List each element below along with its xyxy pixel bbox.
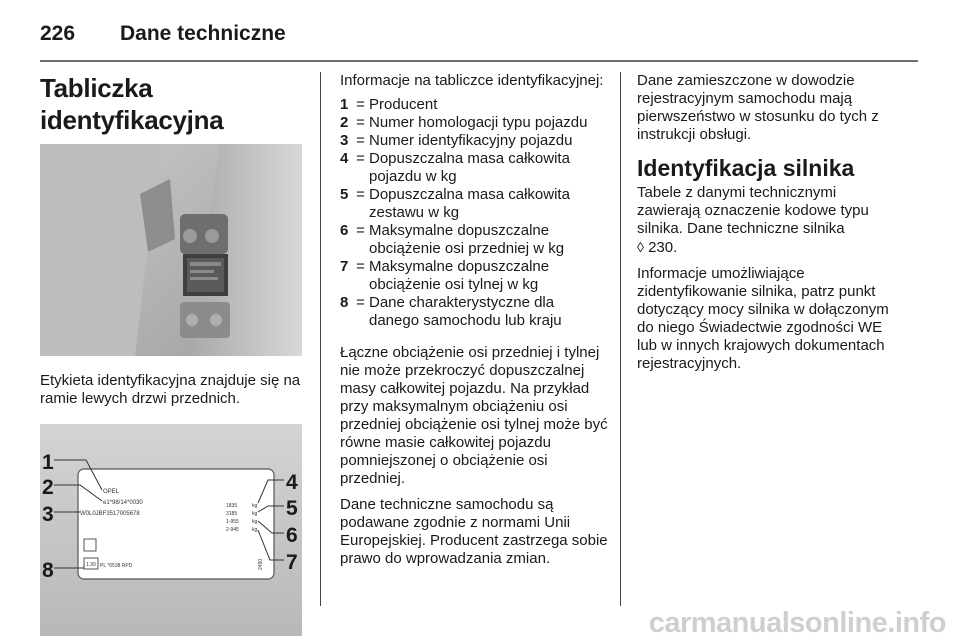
label-weight-2: 3185 [226,511,238,517]
legend-list [340,96,608,330]
callout-4: 4 [286,471,298,494]
callout-3: 3 [42,503,54,526]
label-weight-1: 1835 [226,503,238,509]
right-column [637,72,903,381]
label-unit-1: kg [252,503,258,509]
page-number: 226 [40,22,76,45]
label-approval-number: e1*98/14*0030 [103,500,143,506]
callout-2: 2 [42,476,54,499]
page-header [40,14,286,54]
label-code-box: 1.30 [86,562,96,568]
column-divider [620,72,621,606]
photo-caption: Etykieta identyfikacyjna znajduje się na ramie lewych drzwi przednich. [40,372,301,407]
section-heading: Tabliczka identyfikacyjna [40,73,224,135]
callout-7: 7 [286,551,298,574]
page-reference[interactable]: 230. [648,239,678,256]
column-divider [320,72,321,606]
label-weight-3: 1-955 [226,519,239,525]
label-brand: OPEL [103,489,120,495]
label-side-code: 2490 [258,558,264,570]
callout-8: 8 [42,559,54,582]
callout-6: 6 [286,524,298,547]
legend-item: 6 = Maksymalne dopuszczalne obciążenie osi przedniej w kg [340,222,565,257]
legend-item: 5 = Dopuszczalna masa całkowita zestawu w kg [340,186,570,221]
label-diagram [40,424,302,636]
left-column [40,72,306,636]
label-weight-4: 2-945 [226,527,239,533]
label-unit-2: kg [252,511,258,517]
engine-tables-paragraph: Tabele z danymi technicznymi zawierają oznaczenie kodowe typu silnika. Dane techniczne silnika ◊ 230. [637,184,869,256]
door-frame-photo-image [40,144,302,356]
callout-5: 5 [286,497,298,520]
door-frame-photo [40,144,302,356]
label-diagram-image [40,424,302,636]
header-rule [40,60,918,62]
middle-column [340,72,608,576]
engine-info-paragraph: Informacje umożliwiające zidentyfikowanie silnika, patrz punkt dotyczący mocy silnika w dołączonym do niego Świadectwie zgodności WE lub w innych krajowych dokumentach rejestracyjnych. [637,265,889,372]
axle-load-paragraph: Łączne obciążenie osi przedniej i tylnej nie może przekroczyć dopuszczalnej masy całkowitej pojazdu. Na przykład przy maksymalnym obciążeniu osi przedniej obciążenie osi tylnej może być równe masie całkowitej pojazdu pomniejszonej o obciążenie osi przedniej. [340,344,608,487]
legend-item: 4 = Dopuszczalna masa całkowita pojazdu w kg [340,150,570,185]
label-vin: W0L0JBF3517005678 [80,511,140,517]
legend-item: 7 = Maksymalne dopuszczalne obciążenie osi tylnej w kg [340,258,550,293]
registration-paragraph: Dane zamieszczone w dowodzie rejestracyjnym samochodu mają pierwszeństwo w stosunku do tych z instrukcji obsługi. [637,72,879,143]
running-title: Dane techniczne [120,22,286,45]
callout-1: 1 [42,451,54,474]
legend-item: 3 = Numer identyfikacyjny pojazdu [340,132,573,149]
watermark: carmanualsonline.info [648,607,946,639]
legend-item: 1 = Producent [340,96,438,113]
eu-standards-paragraph: Dane techniczne samochodu są podawane zgodnie z normami Unii Europejskiej. Producent zastrzega sobie prawo do wprowadzania zmian. [340,496,608,567]
page-reference-icon: ◊ [637,239,644,255]
label-unit-4: kg [252,527,258,533]
legend-item: 2 = Numer homologacji typu pojazdu [340,114,588,131]
label-unit-3: kg [252,519,258,525]
engine-id-heading: Identyfikacja silnika [637,155,855,181]
label-bottom-code: PL *0538 RPD [100,563,133,569]
legend-item: 8 = Dane charakterystyczne dla danego samochodu lub kraju [340,294,562,329]
legend-intro: Informacje na tabliczce identyfikacyjnej: [340,72,604,89]
